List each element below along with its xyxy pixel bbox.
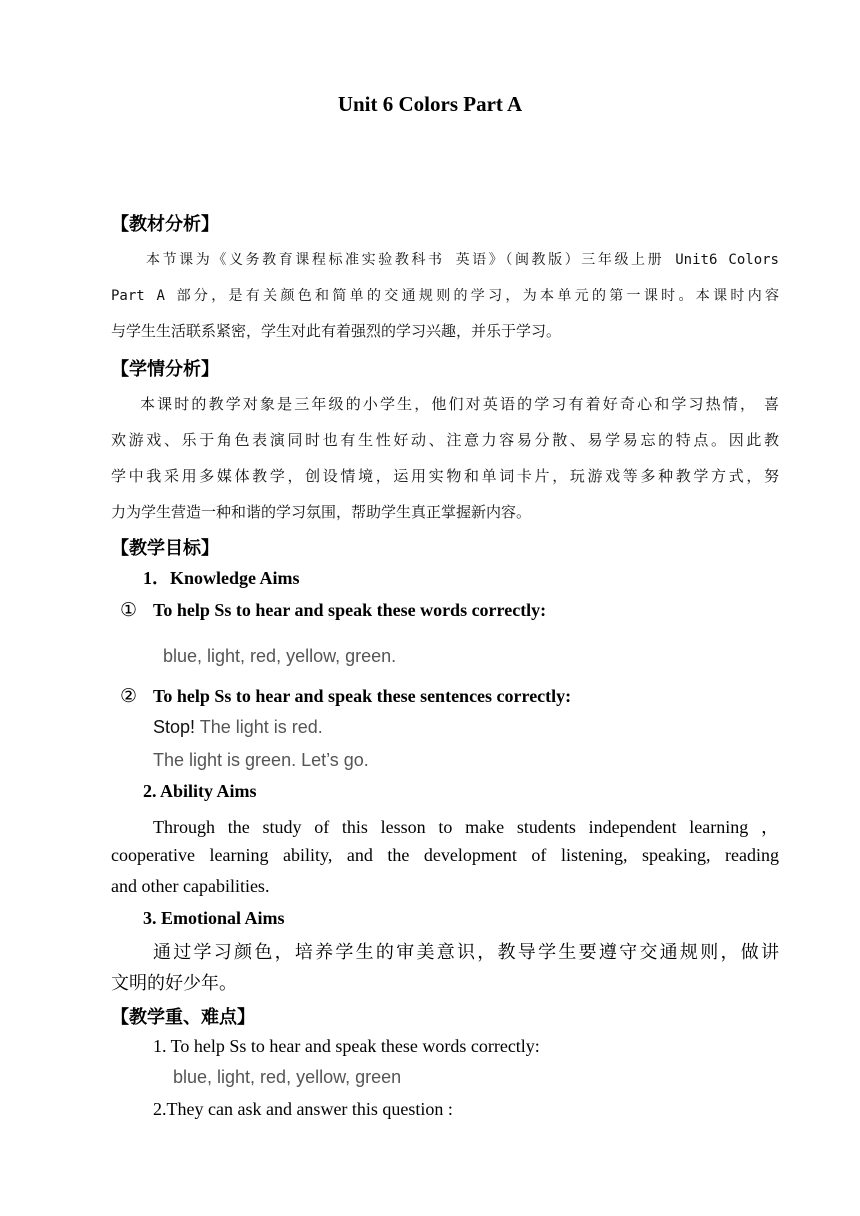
sentence-stop-line: [153, 717, 323, 738]
page-title: Unit 6 Colors Part A: [337, 92, 523, 116]
section-heading-students: 【学情分析】: [111, 359, 219, 380]
keypoint-line-2: 2.They can ask and answer this question :: [153, 1099, 453, 1119]
ability-line-1: Through the study of this lesson to make students independent learning ，: [153, 817, 779, 837]
ability-line-2: cooperative learning ability, and the development of listening, speaking, reading: [111, 845, 779, 865]
section-heading-material: 【教材分析】: [111, 214, 219, 235]
ability-line-3: and other capabilities.: [111, 876, 270, 896]
students-line-4: 力为学生营造一种和谐的学习氛围，帮助学生真正掌握新内容。: [111, 503, 532, 521]
aim-words-list: blue, light, red, yellow, green.: [163, 646, 397, 666]
ability-aims-title: 2. Ability Aims: [143, 781, 257, 801]
item-marker-2: ②: [120, 685, 138, 707]
emotional-line-2: 文明的好少年。: [111, 973, 237, 994]
sentence-light-green: The light is green. Let’s go.: [153, 750, 369, 770]
aim-sentences-text: To help Ss to hear and speak these sentences correctly:: [153, 686, 572, 706]
students-line-1: 本课时的教学对象是三年级的小学生，他们对英语的学习有着好奇心和学习热情， 喜: [140, 395, 779, 413]
keypoint-words: blue, light, red, yellow, green: [173, 1067, 402, 1087]
knowledge-aims-title: 1．Knowledge Aims: [143, 568, 300, 588]
students-line-3: 学中我采用多媒体教学，创设情境，运用实物和单词卡片，玩游戏等多种教学方式，努: [111, 467, 779, 485]
section-heading-keypoints: 【教学重、难点】: [111, 1007, 255, 1028]
emotional-line-1: 通过学习颜色，培养学生的审美意识，教导学生要遵守交通规则，做讲: [153, 942, 779, 963]
sentence-stop: Stop!: [153, 717, 196, 737]
aim-words-text: To help Ss to hear and speak these words correctly:: [153, 600, 547, 620]
item-marker-1: ①: [120, 599, 138, 621]
section-heading-goals: 【教学目标】: [111, 538, 219, 559]
keypoint-line-1: 1. To help Ss to hear and speak these words correctly:: [153, 1036, 540, 1056]
emotional-aims-title: 3. Emotional Aims: [143, 908, 285, 928]
students-line-2: 欢游戏、乐于角色表演同时也有生性好动、注意力容易分散、易学易忘的特点。因此教: [111, 431, 779, 449]
material-line-3: 与学生生活联系紧密，学生对此有着强烈的学习兴趣，并乐于学习。: [111, 322, 562, 340]
sentence-light-red: The light is red.: [195, 717, 323, 737]
material-line-1: 本节课为《义务教育课程标准实验教科书 英语》（闽教版）三年级上册 Unit6 Colors: [146, 252, 779, 268]
material-line-2: Part A 部分，是有关颜色和简单的交通规则的学习，为本单元的第一课时。本课时内容: [111, 288, 779, 304]
